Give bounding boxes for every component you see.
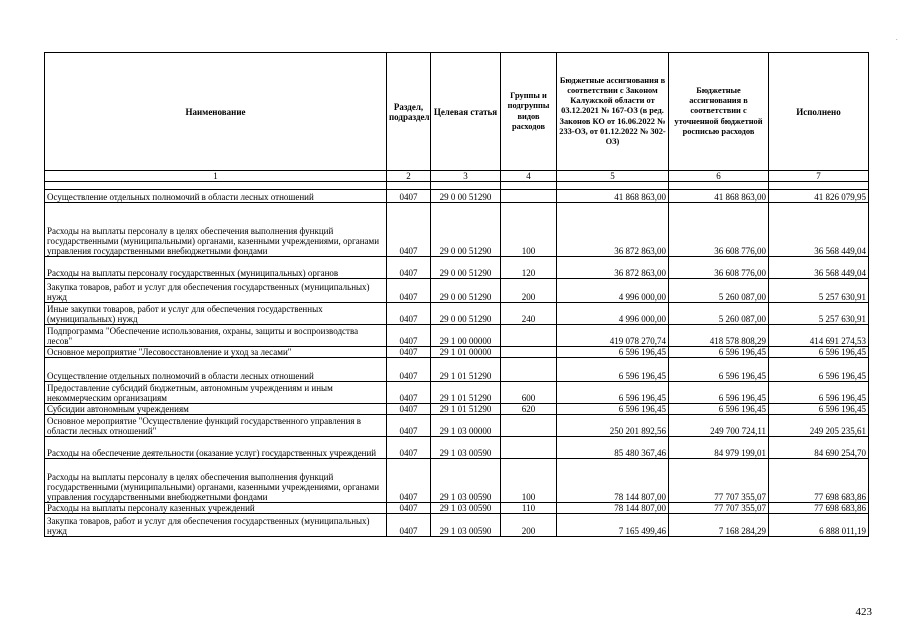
row-refined-amount: 6 596 196,45 <box>669 347 769 358</box>
row-law-amount: 6 596 196,45 <box>557 404 669 415</box>
row-target: 29 0 00 51290 <box>431 257 501 279</box>
table-body <box>45 182 869 537</box>
row-refined-amount: 249 700 724,11 <box>669 415 769 437</box>
row-refined-amount: 36 608 776,00 <box>669 257 769 279</box>
row-group: 110 <box>501 503 557 514</box>
row-name: Подпрограмма "Обеспечение использования, охраны, защиты и воспроизводства лесов" <box>45 325 387 347</box>
header-name: Наименование <box>45 53 387 171</box>
row-name: Закупка товаров, работ и услуг для обеспечения государственных (муниципальных) нужд <box>45 279 387 303</box>
row-target: 29 1 00 00000 <box>431 325 501 347</box>
table-row <box>45 190 869 203</box>
row-refined-amount: 6 596 196,45 <box>669 358 769 382</box>
row-group <box>501 347 557 358</box>
row-target: 29 1 03 00000 <box>431 415 501 437</box>
table-row <box>45 358 869 382</box>
row-executed-amount: 77 698 683,86 <box>769 459 869 503</box>
header-law: Бюджетные ассигнования в соответствии с Законом Калужской области от 03.12.2021 № 167-ОЗ (в ред. Законов КО от 16.06.2022 № 233-ОЗ, от 01.12.2022 № 302-ОЗ) <box>557 53 669 171</box>
row-executed-amount: 36 568 449,04 <box>769 203 869 257</box>
row-name: Осуществление отдельных полномочий в области лесных отношений <box>45 190 387 203</box>
row-refined-amount: 41 868 863,00 <box>669 190 769 203</box>
column-number: 6 <box>669 171 769 182</box>
row-refined-amount: 36 608 776,00 <box>669 203 769 257</box>
row-refined-amount: 6 596 196,45 <box>669 404 769 415</box>
table-row <box>45 459 869 503</box>
row-law-amount: 36 872 863,00 <box>557 257 669 279</box>
row-name: Субсидии автономным учреждениям <box>45 404 387 415</box>
row-refined-amount <box>669 182 769 190</box>
row-name: Расходы на выплаты персоналу казенных учреждений <box>45 503 387 514</box>
row-name: Основное мероприятие "Осуществление функций государственного управления в области лесных отношений" <box>45 415 387 437</box>
row-executed-amount: 77 698 683,86 <box>769 503 869 514</box>
row-section: 0407 <box>387 303 431 325</box>
row-law-amount <box>557 182 669 190</box>
budget-table <box>44 52 869 537</box>
row-refined-amount: 5 260 087,00 <box>669 303 769 325</box>
row-section <box>387 182 431 190</box>
row-law-amount: 4 996 000,00 <box>557 303 669 325</box>
row-executed-amount: 414 691 274,53 <box>769 325 869 347</box>
header-section: Раздел, подраздел <box>387 53 431 171</box>
row-name: Осуществление отдельных полномочий в области лесных отношений <box>45 358 387 382</box>
table-row <box>45 303 869 325</box>
row-refined-amount: 5 260 087,00 <box>669 279 769 303</box>
row-group: 600 <box>501 382 557 404</box>
row-group <box>501 325 557 347</box>
column-number: 1 <box>45 171 387 182</box>
row-section: 0407 <box>387 347 431 358</box>
row-target: 29 1 01 51290 <box>431 358 501 382</box>
row-executed-amount: 41 826 079,95 <box>769 190 869 203</box>
row-law-amount: 7 165 499,46 <box>557 514 669 537</box>
row-section: 0407 <box>387 257 431 279</box>
row-executed-amount: 6 596 196,45 <box>769 404 869 415</box>
row-section: 0407 <box>387 404 431 415</box>
table-header <box>45 53 869 182</box>
row-target: 29 1 03 00590 <box>431 459 501 503</box>
table-row <box>45 415 869 437</box>
row-executed-amount: 6 596 196,45 <box>769 358 869 382</box>
column-number: 7 <box>769 171 869 182</box>
row-target: 29 1 03 00590 <box>431 503 501 514</box>
row-law-amount: 6 596 196,45 <box>557 358 669 382</box>
table-row <box>45 325 869 347</box>
column-number: 5 <box>557 171 669 182</box>
header-target: Целевая статья <box>431 53 501 171</box>
header-groups: Группы и подгруппы видов расходов <box>501 53 557 171</box>
row-refined-amount: 77 707 355,07 <box>669 459 769 503</box>
row-name <box>45 182 387 190</box>
row-refined-amount: 84 979 199,01 <box>669 437 769 459</box>
row-executed-amount: 5 257 630,91 <box>769 279 869 303</box>
row-section: 0407 <box>387 325 431 347</box>
row-target: 29 0 00 51290 <box>431 190 501 203</box>
table-row <box>45 347 869 358</box>
row-target: 29 1 01 51290 <box>431 382 501 404</box>
row-law-amount: 4 996 000,00 <box>557 279 669 303</box>
row-group <box>501 437 557 459</box>
column-number: 4 <box>501 171 557 182</box>
row-group: 100 <box>501 459 557 503</box>
row-name: Предоставление субсидий бюджетным, автономным учреждениям и иным некоммерческим организациям <box>45 382 387 404</box>
column-number: 3 <box>431 171 501 182</box>
row-law-amount: 78 144 807,00 <box>557 459 669 503</box>
row-target <box>431 182 501 190</box>
row-law-amount: 78 144 807,00 <box>557 503 669 514</box>
row-law-amount: 6 596 196,45 <box>557 382 669 404</box>
row-section: 0407 <box>387 279 431 303</box>
row-name: Расходы на обеспечение деятельности (оказание услуг) государственных учреждений <box>45 437 387 459</box>
row-group <box>501 415 557 437</box>
row-group: 200 <box>501 279 557 303</box>
row-group: 120 <box>501 257 557 279</box>
row-name: Закупка товаров, работ и услуг для обеспечения государственных (муниципальных) нужд <box>45 514 387 537</box>
row-executed-amount: 6 596 196,45 <box>769 347 869 358</box>
table-row <box>45 182 869 190</box>
row-target: 29 1 01 51290 <box>431 404 501 415</box>
column-number: 2 <box>387 171 431 182</box>
row-target: 29 0 00 51290 <box>431 203 501 257</box>
row-executed-amount: 5 257 630,91 <box>769 303 869 325</box>
column-numbers-row <box>45 171 869 182</box>
row-section: 0407 <box>387 358 431 382</box>
row-section: 0407 <box>387 203 431 257</box>
row-target: 29 1 03 00590 <box>431 437 501 459</box>
row-section: 0407 <box>387 503 431 514</box>
row-law-amount: 41 868 863,00 <box>557 190 669 203</box>
table-row <box>45 257 869 279</box>
row-executed-amount <box>769 182 869 190</box>
row-executed-amount: 36 568 449,04 <box>769 257 869 279</box>
row-refined-amount: 77 707 355,07 <box>669 503 769 514</box>
row-executed-amount: 6 888 011,19 <box>769 514 869 537</box>
row-name: Расходы на выплаты персоналу в целях обеспечения выполнения функций государственными (муниципальными) органами, казенными учреждениями, органами управления государственными внебюджетными фондами <box>45 459 387 503</box>
page-number: 423 <box>855 606 872 618</box>
row-law-amount: 85 480 367,46 <box>557 437 669 459</box>
row-name: Основное мероприятие "Лесовосстановление и уход за лесами" <box>45 347 387 358</box>
row-section: 0407 <box>387 459 431 503</box>
table-row <box>45 203 869 257</box>
row-section: 0407 <box>387 190 431 203</box>
row-group <box>501 190 557 203</box>
row-target: 29 0 00 51290 <box>431 279 501 303</box>
row-refined-amount: 7 168 284,29 <box>669 514 769 537</box>
row-section: 0407 <box>387 514 431 537</box>
row-law-amount: 36 872 863,00 <box>557 203 669 257</box>
row-refined-amount: 6 596 196,45 <box>669 382 769 404</box>
row-name: Расходы на выплаты персоналу государственных (муниципальных) органов <box>45 257 387 279</box>
row-name: Иные закупки товаров, работ и услуг для обеспечения государственных (муниципальных) нужд <box>45 303 387 325</box>
row-law-amount: 250 201 892,56 <box>557 415 669 437</box>
row-target: 29 1 03 00590 <box>431 514 501 537</box>
table-row <box>45 503 869 514</box>
table-row <box>45 279 869 303</box>
table-row <box>45 404 869 415</box>
row-target: 29 1 01 00000 <box>431 347 501 358</box>
row-executed-amount: 249 205 235,61 <box>769 415 869 437</box>
row-group: 620 <box>501 404 557 415</box>
header-refined: Бюджетные ассигнования в соответствии с уточненной бюджетной росписью расходов <box>669 53 769 171</box>
row-group: 240 <box>501 303 557 325</box>
row-section: 0407 <box>387 437 431 459</box>
row-executed-amount: 6 596 196,45 <box>769 382 869 404</box>
row-section: 0407 <box>387 382 431 404</box>
table-row <box>45 382 869 404</box>
row-law-amount: 6 596 196,45 <box>557 347 669 358</box>
row-group: 100 <box>501 203 557 257</box>
row-target: 29 0 00 51290 <box>431 303 501 325</box>
row-name: Расходы на выплаты персоналу в целях обеспечения выполнения функций государственными (муниципальными) органами, казенными учреждениями, органами управления государственными внебюджетными фондами <box>45 203 387 257</box>
row-law-amount: 419 078 270,74 <box>557 325 669 347</box>
header-executed: Исполнено <box>769 53 869 171</box>
row-executed-amount: 84 690 254,70 <box>769 437 869 459</box>
row-group: 200 <box>501 514 557 537</box>
row-group <box>501 358 557 382</box>
table-row <box>45 514 869 537</box>
row-section: 0407 <box>387 415 431 437</box>
scan-edge-mark: · <box>895 36 898 44</box>
row-group <box>501 182 557 190</box>
row-refined-amount: 418 578 808,29 <box>669 325 769 347</box>
table-row <box>45 437 869 459</box>
